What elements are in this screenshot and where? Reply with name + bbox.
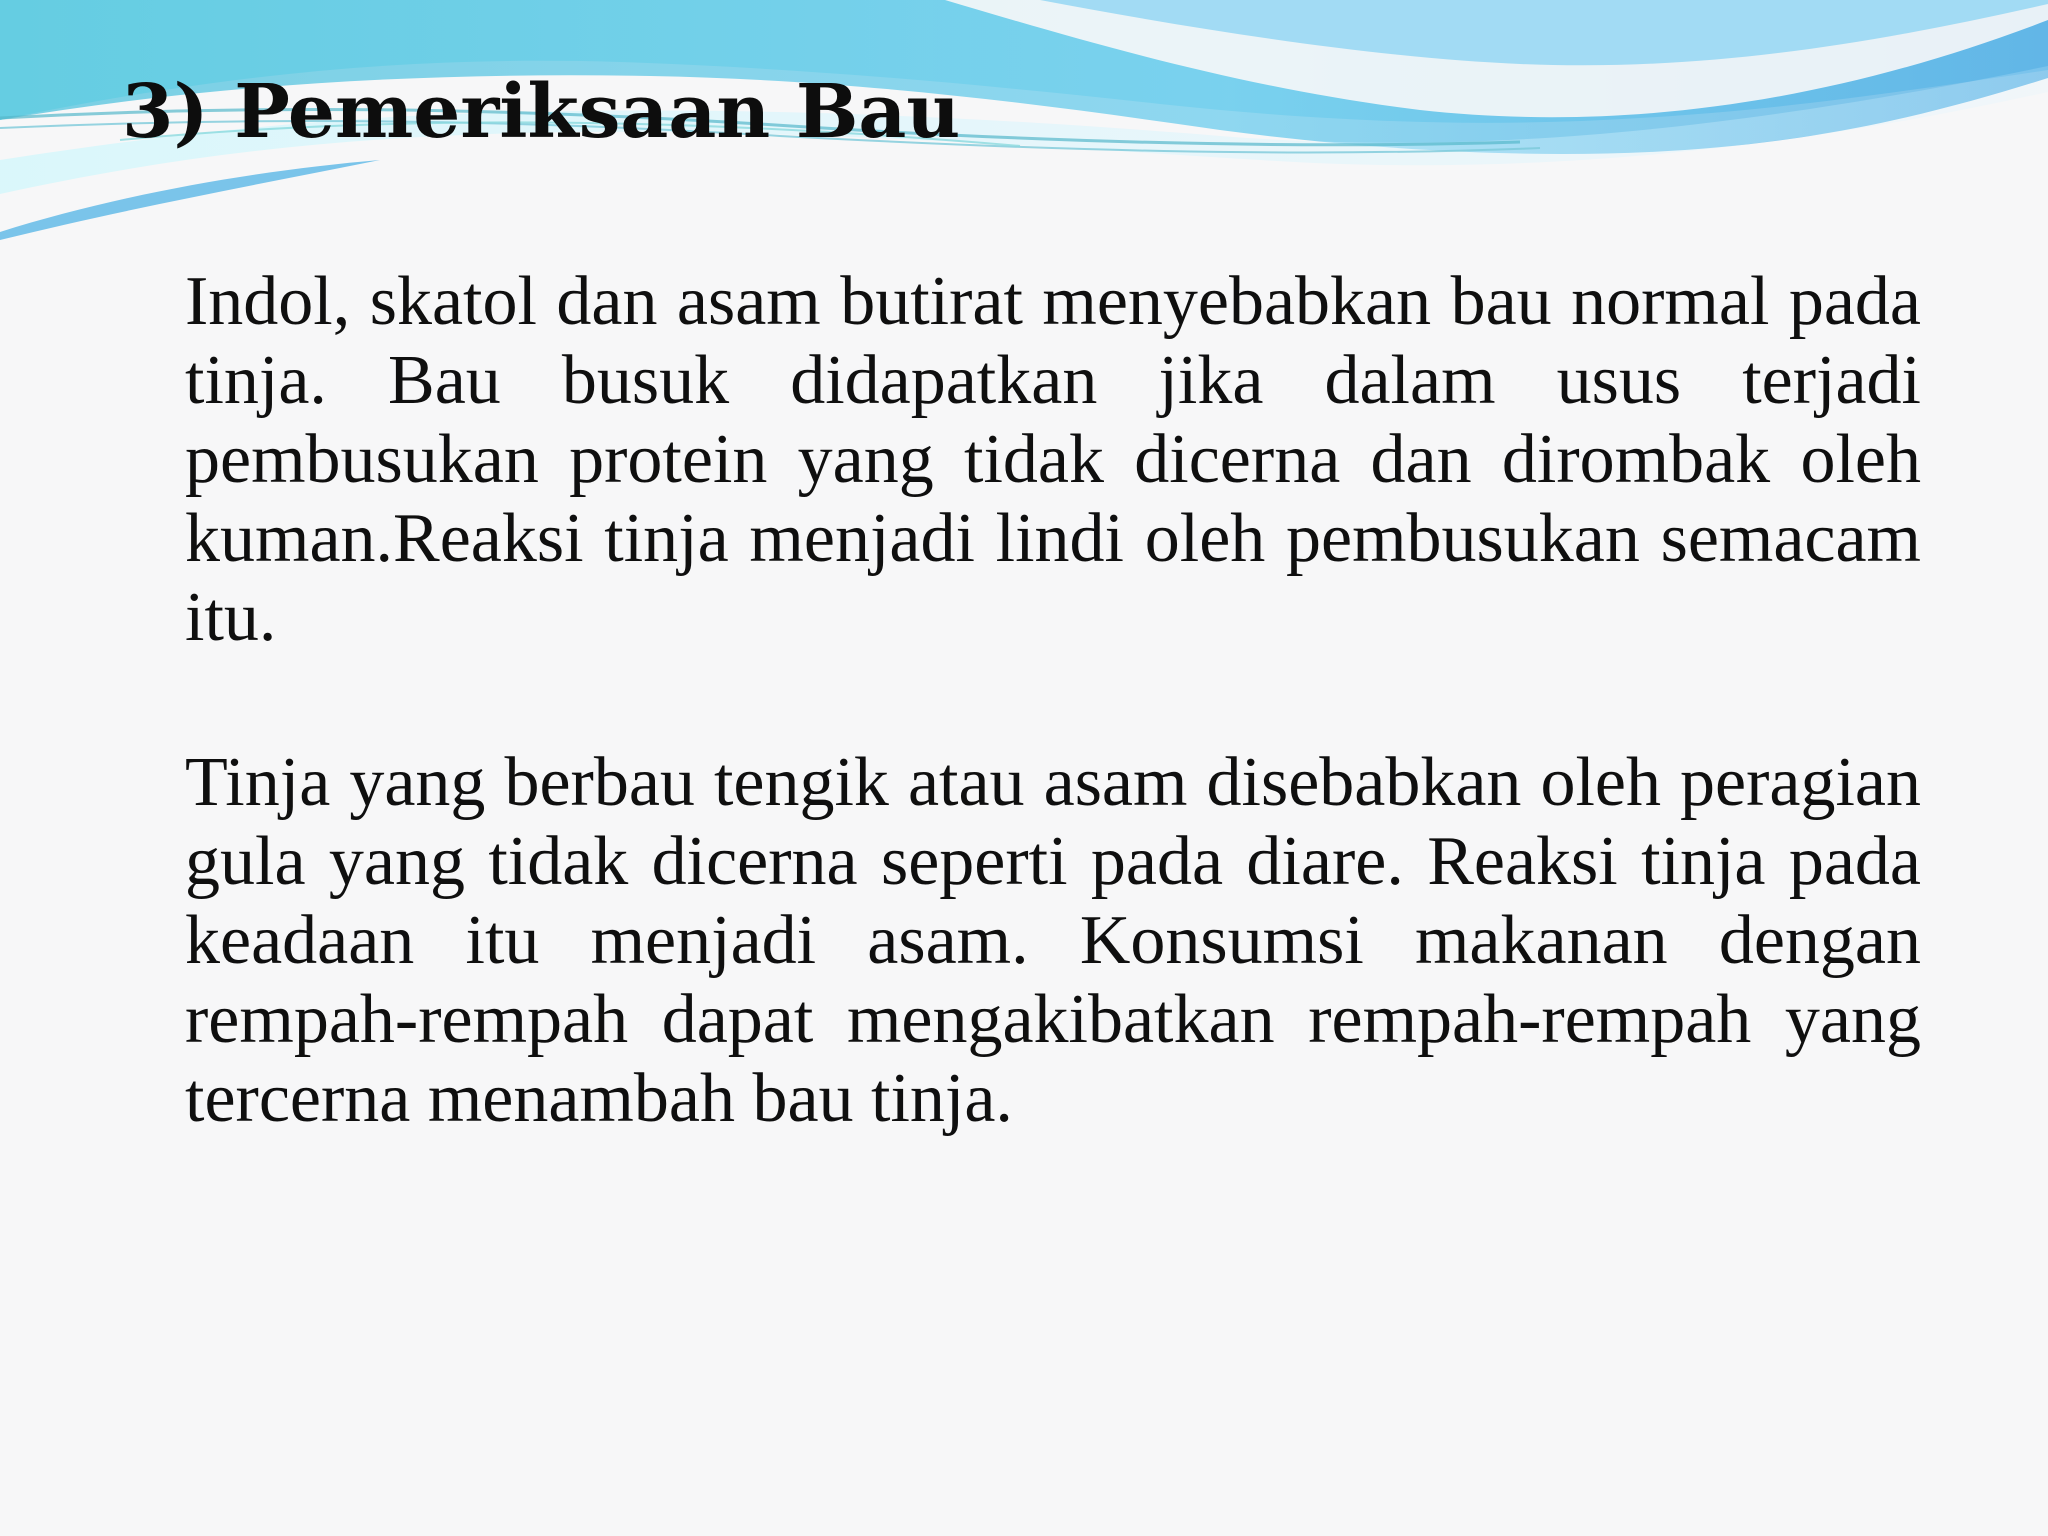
paragraph-2: Tinja yang berbau tengik atau asam disebabkan oleh peragian gula yang tidak dicerna seperti pada diare. Reaksi tinja pada keadaan itu menjadi asam. Konsumsi makanan dengan rempah-rempah dapat mengakibatkan rempah-rempah yang tercerna menambah bau tinja.	[185, 744, 1921, 1137]
page-title: 3) Pemeriksaan Bau	[122, 69, 961, 155]
paragraph-1: Indol, skatol dan asam butirat menyebabkan bau normal pada tinja. Bau busuk didapatkan jika dalam usus terjadi pembusukan protein yang tidak dicerna dan dirombak oleh kuman.Reaksi tinja menjadi lindi oleh pembusukan semacam itu.	[185, 263, 1921, 656]
slide-content	[185, 262, 1921, 1138]
